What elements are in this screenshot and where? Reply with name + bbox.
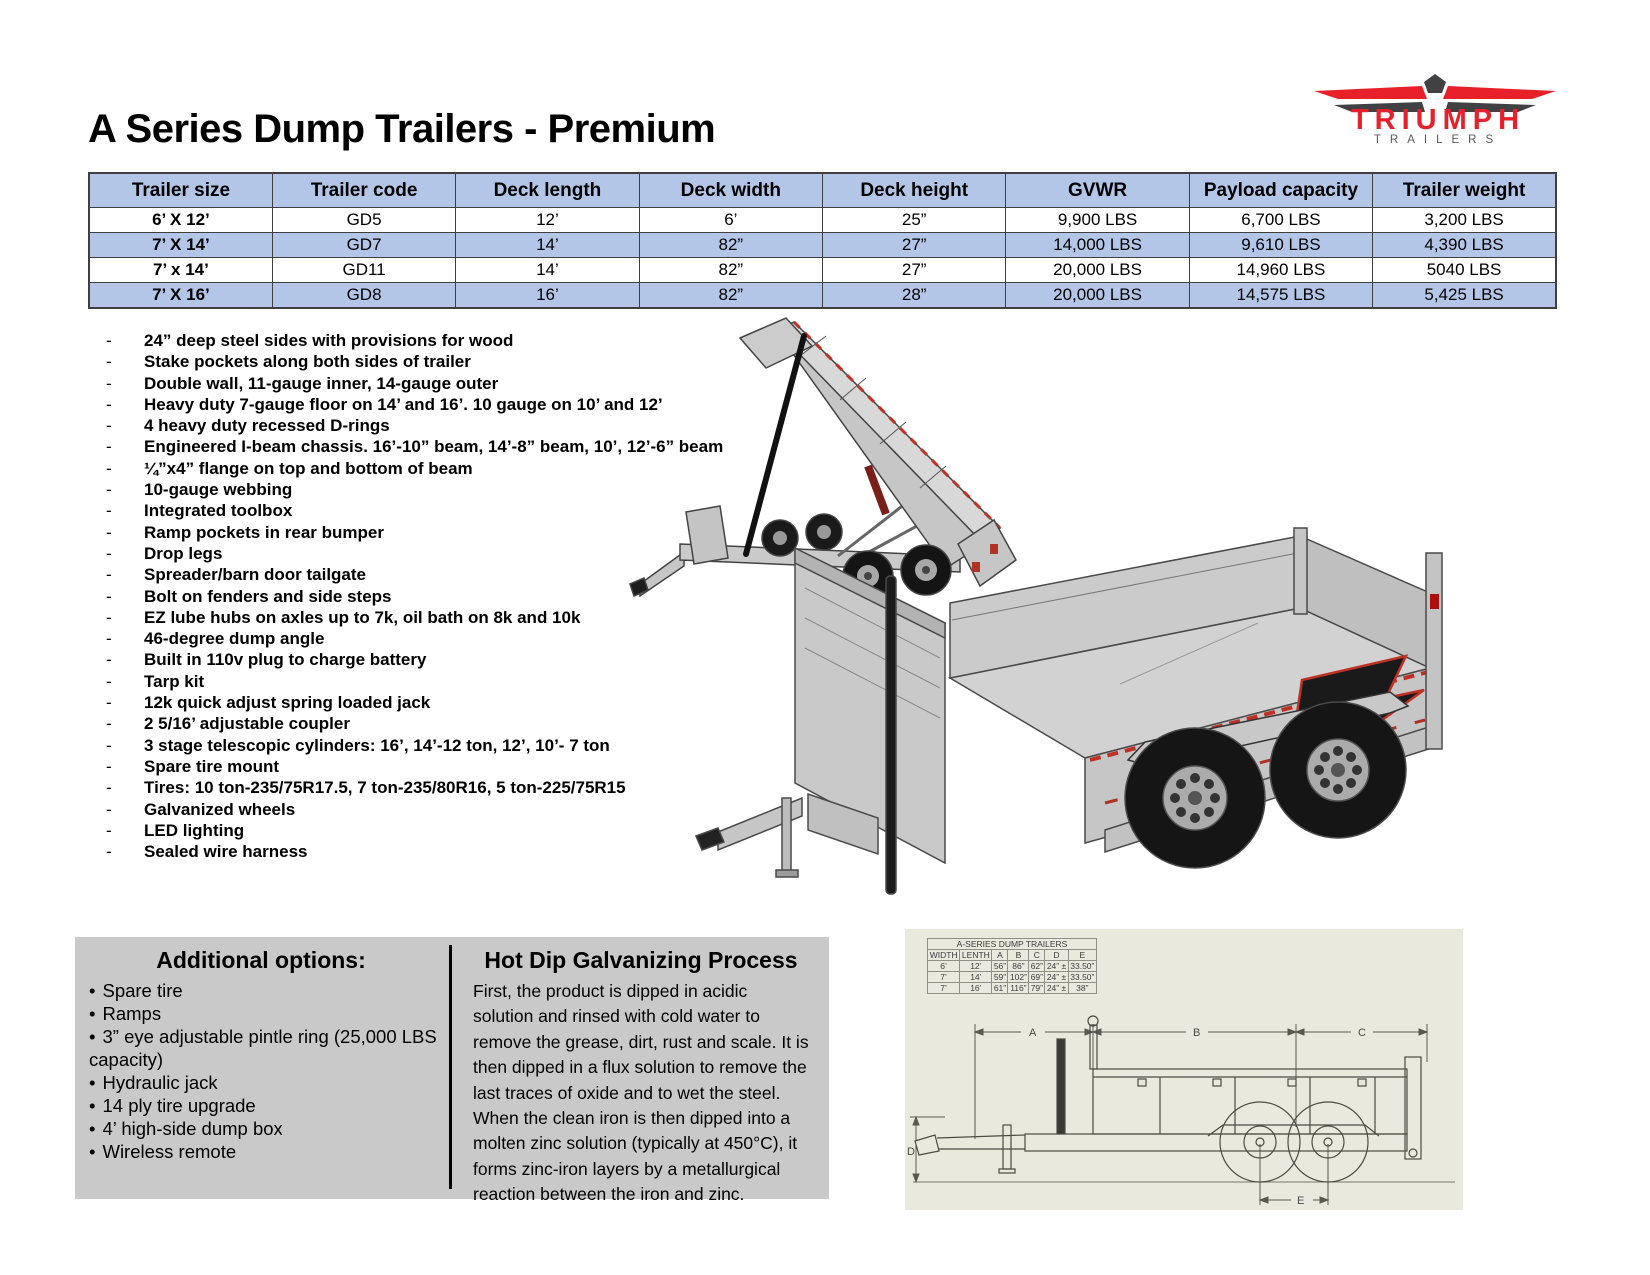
option-bullet-marker: • [89,1072,96,1093]
diagram-table-cell: 69” [1030,972,1043,982]
trailer-side-view [915,1016,1421,1182]
spec-table-cell: 3,200 LBS [1373,208,1556,233]
spec-table-cell: 6’ X 12’ [89,208,272,233]
feature-text: 24” deep steel sides with provisions for wood [144,331,514,350]
spec-column-header: Trailer weight [1373,173,1556,208]
feature-dash-marker: - [106,735,112,755]
spec-table-body [89,208,1556,309]
feature-item [106,628,723,649]
feature-dash-marker: - [106,586,112,606]
feature-dash-marker: - [106,437,112,457]
feature-text: Ramp pockets in rear bumper [144,522,384,542]
feature-item [106,713,723,734]
diagram-table-row [928,972,1097,983]
lowered-trailer-drawing [696,528,1442,894]
option-item [89,1117,441,1140]
feature-text: 2 5/16’ adjustable coupler [144,714,350,734]
feature-item [106,756,723,777]
logo-left-wing-red [1314,86,1427,99]
feature-dash-marker: - [106,458,112,478]
feature-text: Stake pockets along both sides of trailer [144,352,471,372]
feature-item [106,841,723,862]
option-bullet-marker: • [89,1026,96,1047]
diagram-table-cell: 61” [993,983,1007,993]
spec-table-cell: 20,000 LBS [1006,283,1189,309]
spec-table-row [89,233,1556,258]
feature-dash-marker: - [106,693,112,713]
feature-text: Double wall, 11-gauge inner, 14-gauge outer [144,373,499,393]
feature-item [106,671,723,692]
feature-text: Tarp kit [144,671,205,691]
diagram-table-cell: 7’ [928,972,960,983]
feature-text: Bolt on fenders and side steps [144,586,392,606]
dimension-diagram-panel [905,929,1463,1210]
spec-table-cell: GD11 [272,258,455,283]
spec-table-row [89,283,1556,309]
spec-table-cell: 82” [639,258,822,283]
feature-dash-marker: - [106,714,112,734]
feature-dash-marker: - [106,820,112,840]
logo-brand-text: TRIUMPH [1350,104,1526,136]
option-text: Wireless remote [102,1141,237,1162]
feature-text: Heavy duty 7-gauge floor on 14’ and 16’. 10 gauge on 10’ and 12’ [144,394,663,414]
diagram-column-header: WIDTH [928,950,960,961]
diagram-column-header: B [1008,950,1029,961]
diagram-table-cell: 86” [1008,961,1029,972]
feature-text: Sealed wire harness [144,842,308,862]
diagram-table-cell: 16’ [960,983,992,994]
diagram-table-cell: 116” [1008,983,1029,994]
spec-table-cell: 5,425 LBS [1373,283,1556,309]
spec-table-cell: 14’ [456,233,639,258]
page-title: A Series Dump Trailers - Premium [88,106,716,151]
feature-dash-marker: - [106,522,112,542]
diagram-table-cell: 33.50” [1068,972,1096,983]
spec-table-cell: 16’ [456,283,639,309]
feature-item [106,820,723,841]
feature-item [106,799,723,820]
spec-table-cell: 6’ [639,208,822,233]
spec-table-cell: 7’ X 16’ [89,283,272,309]
feature-text: 12k quick adjust spring loaded jack [144,693,431,713]
trailer-lowered-illustration [690,498,1500,903]
feature-text: 46-degree dump angle [144,629,325,649]
spec-table-cell: 12’ [456,208,639,233]
spec-table-cell: 82” [639,283,822,309]
diagram-column-header: C [1029,950,1045,961]
diagram-table-cell: 79” [1030,983,1043,993]
feature-dash-marker: - [106,480,112,500]
logo-sub-text: TRAILERS [1373,134,1503,146]
diagram-table-cell: 33.50” [1068,961,1096,972]
feature-dash-marker: - [106,373,112,393]
dim-label-b: B [1193,1027,1201,1039]
feature-item [106,735,723,756]
spec-table-cell: 9,900 LBS [1006,208,1189,233]
option-text: 4’ high-side dump box [102,1118,283,1139]
spec-table-cell: 27” [823,233,1006,258]
spec-table-cell: 14,575 LBS [1189,283,1372,309]
dim-label-d: D [907,1146,915,1158]
feature-text: 4 heavy duty recessed D-rings [144,416,390,436]
dim-label-a: A [1029,1027,1037,1039]
spec-column-header: Trailer code [272,173,455,208]
feature-dash-marker: - [106,842,112,862]
diagram-table-cell: 56” [993,961,1007,971]
spec-column-header: Deck length [456,173,639,208]
spec-table-cell: GD7 [272,233,455,258]
spec-column-header: Payload capacity [1189,173,1372,208]
galvanizing-section [463,937,819,1208]
spec-table-cell: 4,390 LBS [1373,233,1556,258]
feature-dash-marker: - [106,352,112,372]
feature-dash-marker: - [106,778,112,798]
spec-table-cell: GD5 [272,208,455,233]
option-text: 3” eye adjustable pintle ring (25,000 LBS capacity) [89,1026,437,1070]
feature-text: Integrated toolbox [144,501,293,521]
vertical-divider [449,945,452,1189]
option-item [89,1071,441,1094]
spec-table-cell: 14’ [456,258,639,283]
option-item [89,1002,441,1025]
logo-right-wing-red [1443,86,1556,99]
spec-table-cell: 5040 LBS [1373,258,1556,283]
diagram-table-title-row [928,939,1097,950]
diagram-column-header: A [992,950,1008,961]
additional-options-title: Additional options: [156,947,366,973]
feature-item [106,692,723,713]
galvanizing-title: Hot Dip Galvanizing Process [484,947,798,973]
spec-table-cell: 28” [823,283,1006,309]
diagram-table-cell: 7’ [928,983,960,994]
diagram-table-cell: 14’ [960,972,992,983]
diagram-table-cell: 24” ± [1046,983,1067,993]
feature-text: 10-gauge webbing [144,480,293,500]
spec-column-header: Deck width [639,173,822,208]
additional-options-section [75,937,447,1163]
dimension-lines [910,1024,1455,1205]
logo-crown-icon [1424,74,1446,93]
spec-column-header: Deck height [823,173,1006,208]
feature-text: LED lighting [144,820,245,840]
feature-text: 3 stage telescopic cylinders: 16’, 14’-12 ton, 12’, 10’- 7 ton [144,735,610,755]
diagram-table-cell: 38” [1068,983,1096,994]
diagram-table-cell: 59” [993,972,1007,982]
feature-dash-marker: - [106,501,112,521]
feature-dash-marker: - [106,650,112,670]
diagram-table-row [928,983,1097,994]
feature-item [106,777,723,798]
spec-table-cell: 7’ X 14’ [89,233,272,258]
diagram-table-cell: 6’ [928,961,960,972]
diagram-table-cell: 62” [1030,961,1043,971]
feature-dash-marker: - [106,394,112,414]
option-text: Spare tire [102,980,183,1001]
option-bullet-marker: • [89,1003,96,1024]
diagram-column-header: E [1068,950,1096,961]
option-bullet-marker: • [89,980,96,1001]
options-list [75,979,447,1163]
diagram-column-header: LENTH [960,950,992,961]
feature-dash-marker: - [106,629,112,649]
option-text: Hydraulic jack [102,1072,218,1093]
option-text: Ramps [102,1003,162,1024]
feature-text: EZ lube hubs on axles up to 7k, oil bath on 8k and 10k [144,607,581,627]
feature-dash-marker: - [106,607,112,627]
feature-dash-marker: - [106,671,112,691]
feature-dash-marker: - [106,543,112,563]
spec-table-cell: 27” [823,258,1006,283]
diagram-table-title: A-SERIES DUMP TRAILERS [928,939,1097,950]
diagram-table-cell: 102” [1009,972,1027,982]
feature-dash-marker: - [106,331,112,350]
dim-label-c: C [1358,1027,1366,1039]
spec-table-cell: 14,960 LBS [1189,258,1372,283]
spec-table [88,172,1557,309]
option-item [89,1094,441,1117]
spec-column-header: GVWR [1006,173,1189,208]
feature-text: Drop legs [144,543,223,563]
spec-table-cell: GD8 [272,283,455,309]
diagram-dimension-table [927,938,1097,994]
feature-text: Spreader/barn door tailgate [144,565,366,585]
feature-text: Spare tire mount [144,756,280,776]
feature-item [106,649,723,670]
triumph-trailers-logo [1310,72,1560,146]
spec-table-row [89,208,1556,233]
galvanizing-body: First, the product is dipped in acidic solution and rinsed with cold water to remove the grease, dirt, rust and scale. It is then dipped in a flux solution to remove the last traces of oxide and to wet the steel. When the clean iron is then dipped into a molten zinc solution (typically at 450°C), it forms zinc-iron layers by a metallurgical reaction between the iron and zinc. [473,981,809,1205]
diagram-table-head-row [928,950,1097,961]
spec-table-row [89,258,1556,283]
spec-column-header: Trailer size [89,173,272,208]
feature-text: Galvanized wheels [144,799,296,819]
diagram-table-cell: 24” ± [1046,961,1067,971]
diagram-table-cell: 12’ [960,961,992,972]
diagram-table-row [928,961,1097,972]
spec-table-cell: 6,700 LBS [1189,208,1372,233]
option-item [89,979,441,1002]
spec-table-cell: 82” [639,233,822,258]
feature-dash-marker: - [106,756,112,776]
spec-table-cell: 25” [823,208,1006,233]
feature-dash-marker: - [106,799,112,819]
spec-table-cell: 7’ x 14’ [89,258,272,283]
feature-text: ¼”x4” flange on top and bottom of beam [144,458,473,478]
feature-dash-marker: - [106,565,112,585]
option-text: 14 ply tire upgrade [102,1095,256,1116]
dim-label-e: E [1297,1195,1305,1207]
feature-dash-marker: - [106,416,112,436]
feature-text: Built in 110v plug to charge battery [144,650,427,670]
diagram-column-header: D [1045,950,1068,961]
bottom-info-box [75,937,829,1205]
spec-table-cell: 20,000 LBS [1006,258,1189,283]
spec-table-head-row [89,173,1556,208]
diagram-table-cell: 24” ± [1046,972,1067,982]
option-bullet-marker: • [89,1095,96,1116]
option-item [89,1025,441,1071]
spec-table-cell: 9,610 LBS [1189,233,1372,258]
spec-table-cell: 14,000 LBS [1006,233,1189,258]
feature-text: Engineered I-beam chassis. 16’-10” beam, 14’-8” beam, 10’, 12’-6” beam [144,437,724,457]
option-item [89,1140,441,1163]
option-bullet-marker: • [89,1141,96,1162]
feature-text: Tires: 10 ton-235/75R17.5, 7 ton-235/80R16, 5 ton-225/75R15 [144,778,626,798]
option-bullet-marker: • [89,1118,96,1139]
